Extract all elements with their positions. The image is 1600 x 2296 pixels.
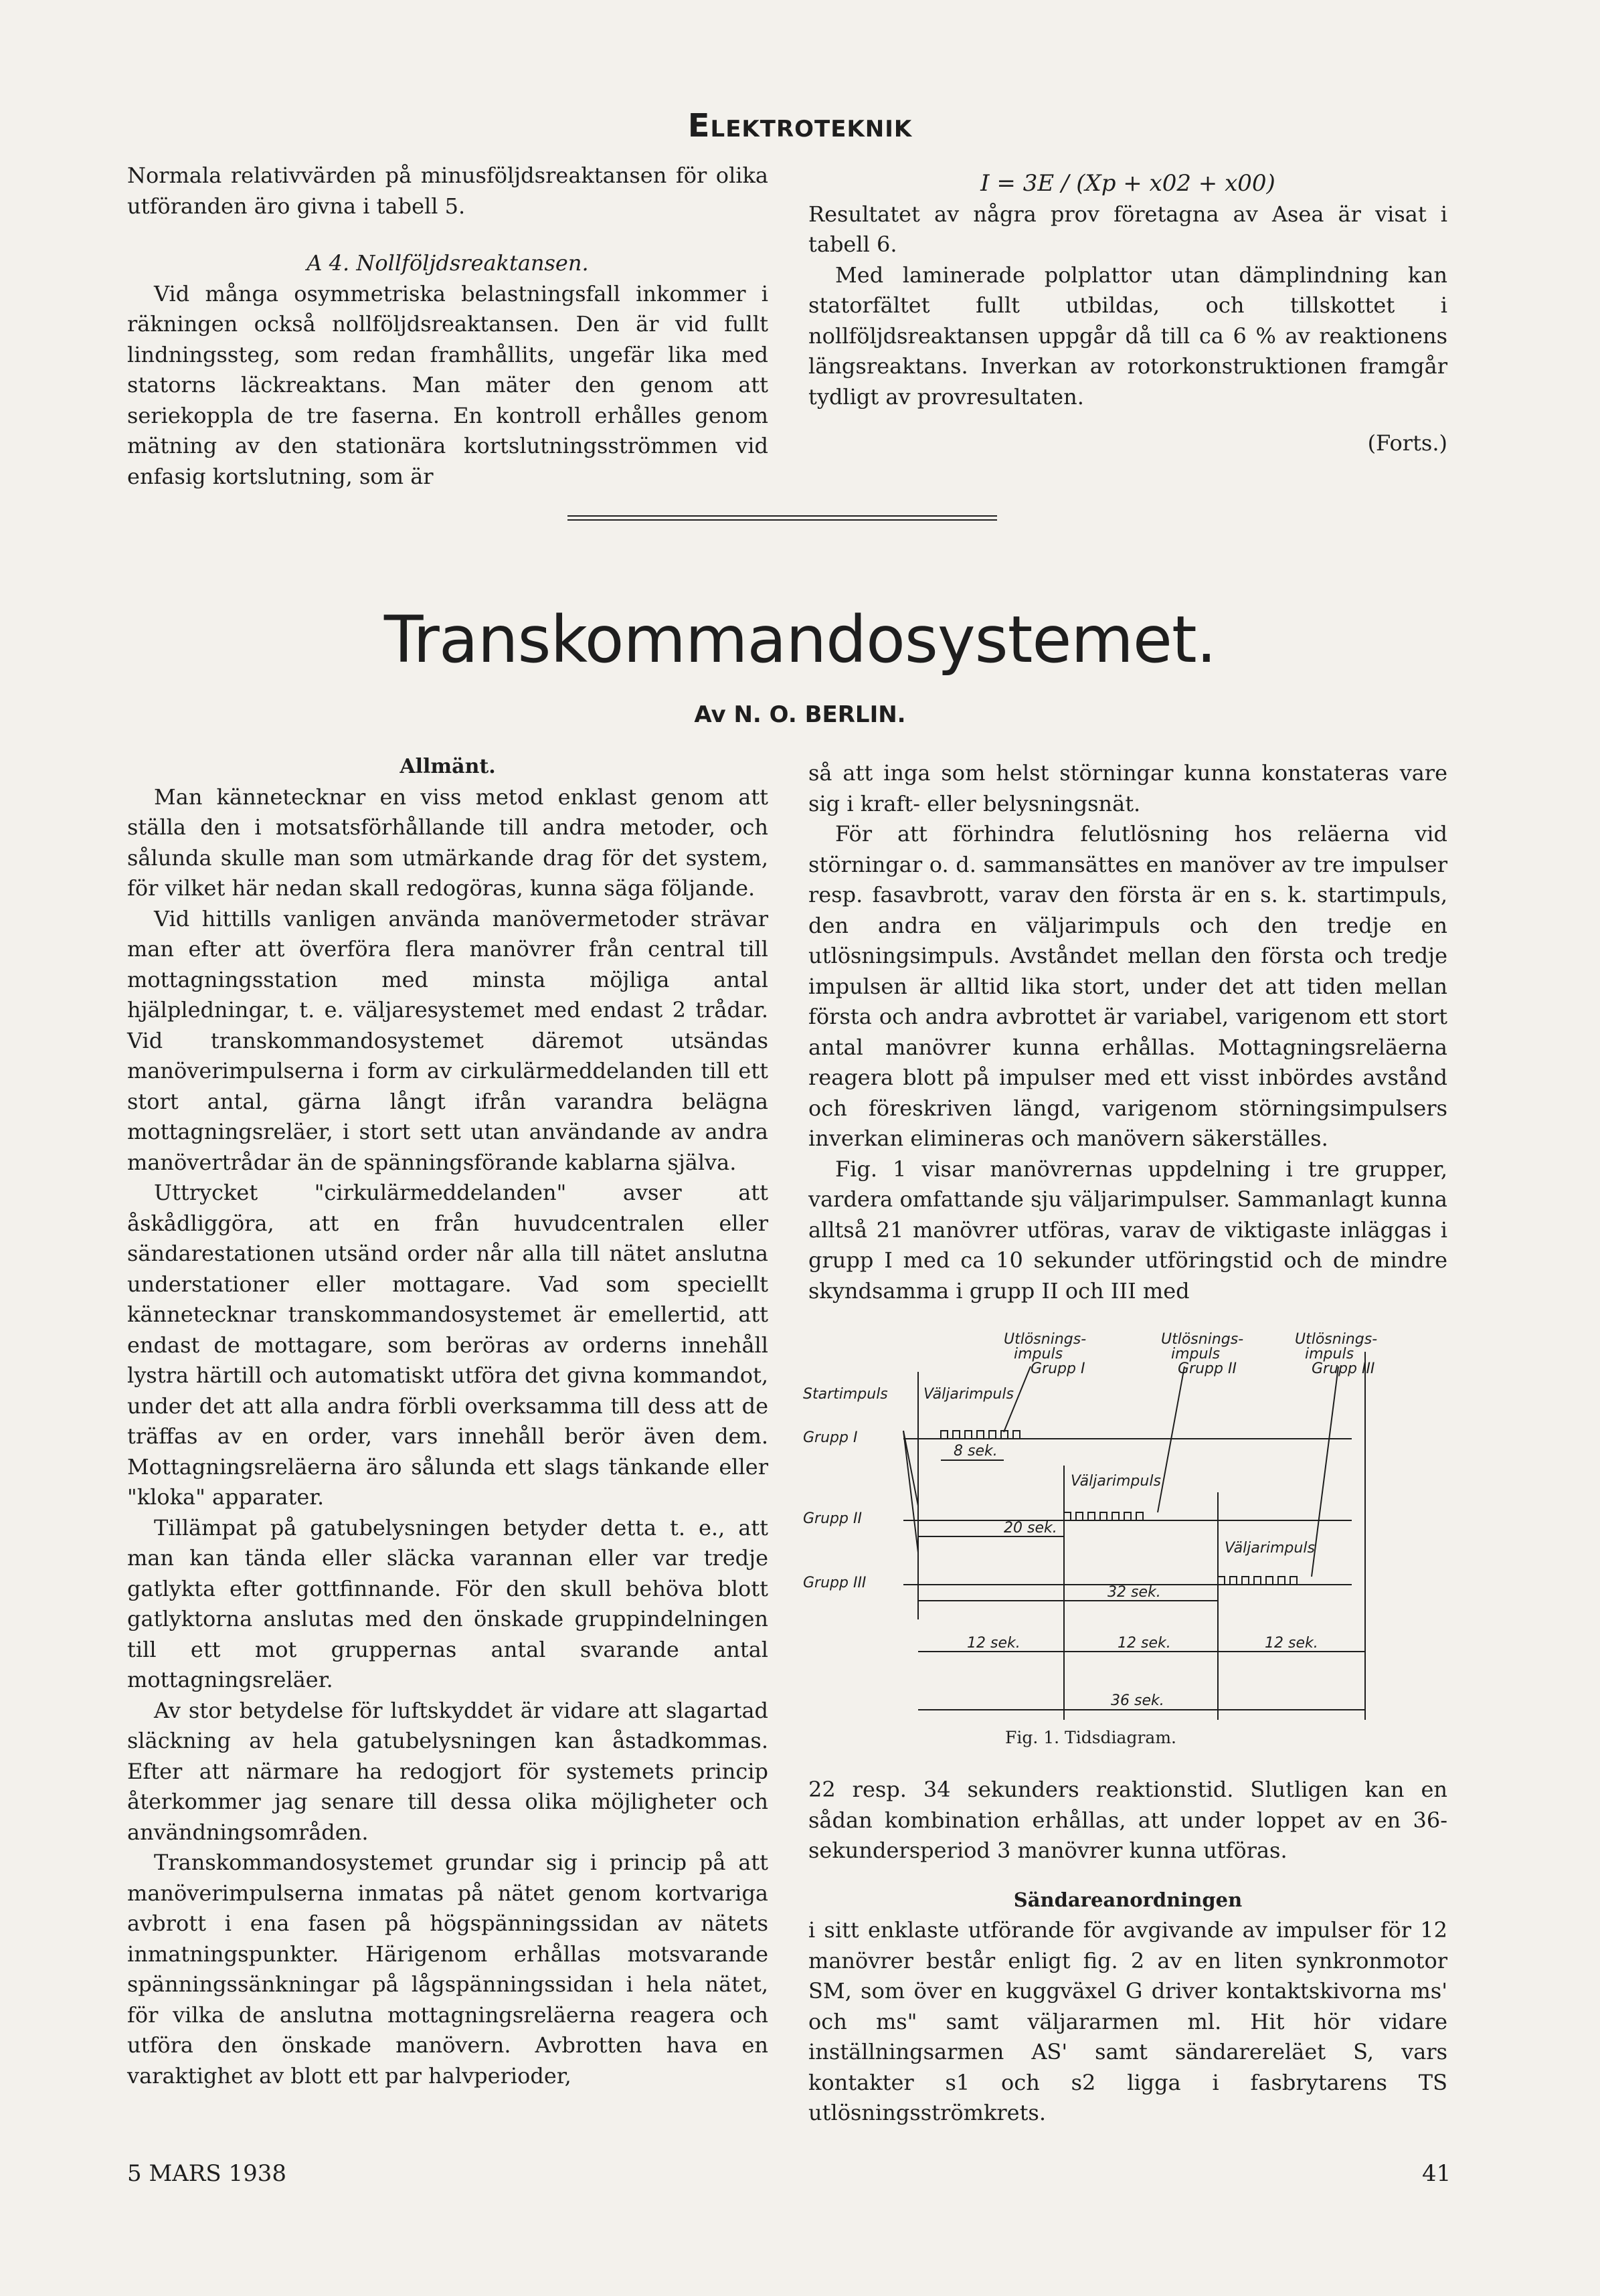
heading-sandare: Sändareanordningen: [1013, 1888, 1243, 1911]
article-divider: [567, 515, 997, 521]
prev-right-column: [808, 161, 1447, 459]
page-number: 41: [1422, 2160, 1451, 2187]
article-left-column: [127, 752, 768, 2091]
fig-label: impuls: [1014, 1346, 1063, 1362]
section-title: A 4. Nollföljdsreaktansen.: [306, 250, 589, 276]
fig-label: Grupp I: [1031, 1360, 1085, 1377]
fig-label: Väljarimpuls: [1225, 1540, 1315, 1557]
left-paragraph: Transkommandosystemet grundar sig i princip på att manöverimpulserna inmatas på nätet genom kortvariga avbrott i ena fasen på högspänningssidan av nätets inmatningspunkter. Härigenom erhållas motsvarande spänningssänkningar på lågspänningssidan i hela nätet, för vilka de anslutna mottagningsreläerna reagera och utföra den önskade manövern. Avbrotten hava en varaktighet av blott ett par halvperioder,: [127, 1850, 768, 2089]
fig-label: Utlösnings-: [1004, 1332, 1087, 1348]
right-paragraph: 22 resp. 34 sekunders reaktionstid. Slutligen kan en sådan kombination erhållas, att under loppet av en 36-sekundersperiod 3 manövrer kunna utföras.: [808, 1777, 1447, 1863]
heading-allmant: Allmänt.: [399, 755, 496, 778]
article-right-column-bottom: [808, 1775, 1447, 2129]
fig-label: Grupp III: [1312, 1360, 1375, 1377]
fig-label: Utlösnings-: [1295, 1332, 1378, 1348]
fig-label: Startimpuls: [803, 1386, 888, 1403]
prev-intro: Normala relativvärden på minusföljdsreaktansen för olika utföranden äro givna i tabell 5.: [127, 163, 768, 219]
prev-left-column: [127, 161, 768, 492]
fig-label: impuls: [1171, 1346, 1221, 1362]
footer-date: 5 MARS 1938: [127, 2160, 287, 2187]
left-paragraph: Vid hittills vanligen använda manövermetoder strävar man efter att överföra flera manövrer från central till mottagningsstation med minsta möjliga antal hjälpledningar, t. e. väljaresystemet med endast 2 trådar. Vid transkommandosystemet däremot utsändas manöverimpulserna i form av cirkulärmeddelanden till ett stort antal, gärna långt ifrån varandra belägna mottagningsreläer, i stort sett utan användande av andra manövertrådar än de spänningsförande kablarna själva.: [127, 905, 768, 1175]
left-paragraph: Uttrycket "cirkulärmeddelanden" avser att åskådliggöra, att en från huvudcentralen eller sändarestationen utsänd order når alla till nätet anslutna understationer eller mottagare. Vad som speciellt kännetecknar transkommandosystemet är emellertid, att endast de mottagare, som beröras av orderns innehåll lystra härtill och automatiskt utföra det givna kommandot, under det att alla andra förbli overksamma till dess att de träffas av en order, vars innehåll berör även dem. Mottagningsreläerna äro sålunda ett slags tänkande eller "kloka" apparater.: [127, 1180, 768, 1510]
fig-label: 8 sek.: [954, 1443, 998, 1460]
left-paragraph: Man kännetecknar en viss metod enklast genom att ställa den i motsatsförhållande till andra metoder, och sålunda skulle man som utmärkande drag för det system, för vilket här nedan skall redogöras, kunna säga följande.: [127, 784, 768, 901]
fig-label: Utlösnings-: [1161, 1332, 1244, 1348]
fig-label: 12 sek.: [1118, 1635, 1171, 1652]
fig-label: impuls: [1305, 1346, 1354, 1362]
prev-right-p2: Med laminerade polplattor utan dämplindning kan statorfältet fullt utbildas, och tillskottet i nollföljdsreaktansen uppgår då till ca 6 % av reaktionens längsreaktans. Inverkan av rotorkonstruktionen framgår tydligt av provresultaten.: [808, 262, 1447, 410]
timing-diagram: [803, 1332, 1379, 1773]
left-paragraph: Av stor betydelse för luftskyddet är vidare att slagartad släckning av hela gatubelysningen kan åstadkommas. Efter att närmare ha redogjort för systemets princip återkommer jag senare till dessa olika möjligheter och användningsområden.: [127, 1697, 768, 1845]
fig-label: 20 sek.: [1004, 1520, 1057, 1536]
article-author: Av N. O. BERLIN.: [694, 701, 906, 728]
prev-left-body: Vid många osymmetriska belastningsfall inkommer i räkningen också nollföljdsreaktansen. Den är vid fullt lindningssteg, som redan framhållits, ungefär lika med statorns läckreaktans. Man mäter den genom att seriekoppla de tre faserna. En kontroll erhålles genom mätning av den stationära kortslutningsströmmen vid enfasig kortslutning, som är: [127, 280, 768, 489]
fig-label: Grupp II: [1178, 1360, 1237, 1377]
article-title: Transkommandosystemet.: [383, 602, 1217, 677]
right-paragraph: så att inga som helst störningar kunna konstateras vare sig i kraft- eller belysningsnät.: [808, 760, 1447, 816]
forts-label: (Forts.): [1367, 430, 1447, 456]
right-paragraph: Fig. 1 visar manövrernas uppdelning i tre grupper, vardera omfattande sju väljarimpulser. Sammanlagt kunna alltså 21 manövrer utföras, varav de viktigaste inläggas i grupp I med ca 10 sekunder utföringstid och de mindre skyndsamma i grupp II och III med: [808, 1156, 1447, 1304]
fig-label: 36 sek.: [1111, 1692, 1164, 1709]
fig-label: Grupp II: [803, 1510, 862, 1527]
formula: I = 3E / (Xp + x02 + x00): [980, 170, 1275, 197]
figure-caption: Fig. 1. Tidsdiagram.: [1005, 1728, 1176, 1747]
fig-label: 12 sek.: [967, 1635, 1020, 1652]
right-paragraph: För att förhindra felutlösning hos reläerna vid störningar o. d. sammansättes en manöver av tre impulser resp. fasavbrott, varav den första är en s. k. startimpuls, den andra en väljarimpuls och den tredje en utlösningsimpuls. Avståndet mellan den första och tredje impulsen är alltid lika stort, under det att tiden mellan första och andra avbrottet är variabel, varigenom ett stort antal manövrer kunna erhållas. Mottagningsreläerna reagera blott på impulser med ett visst inbördes avstånd och föreskriven längd, varigenom störningsimpulsers inverkan elimineras och manövern säkerställes.: [808, 821, 1447, 1151]
fig-label: Grupp III: [803, 1575, 867, 1591]
fig-label: Grupp I: [803, 1429, 858, 1446]
article-right-column-top: [808, 758, 1447, 1306]
prev-right-p1: Resultatet av några prov företagna av Asea är visat i tabell 6.: [808, 201, 1447, 257]
right-paragraph: i sitt enklaste utförande för avgivande av impulser för 12 manövrer består enligt fig. 2 av en liten synkronmotor SM, som över en kuggväxel G driver kontaktskivorna ms' och ms" samt väljararmen ml. Hit hör vidare inställningsarmen AS' samt sändarereläet S, vars kontakter s1 och s2 ligga i fasbrytarens TS utlösningsströmkrets.: [808, 1917, 1447, 2125]
journal-header: Elektroteknik: [687, 107, 913, 145]
fig-label: Väljarimpuls: [923, 1386, 1014, 1403]
fig-label: 32 sek.: [1107, 1584, 1161, 1601]
left-paragraph: Tillämpat på gatubelysningen betyder detta t. e., att man kan tända eller släcka varannan eller var tredje gatlykta efter gottfinnande. För den skull behöva blott gatlyktorna anslutas med den önskade gruppindelningen till ett mot gruppernas antal svarande antal mottagningsreläer.: [127, 1514, 768, 1692]
fig-label: Väljarimpuls: [1071, 1473, 1161, 1490]
fig-label: 12 sek.: [1265, 1635, 1318, 1652]
